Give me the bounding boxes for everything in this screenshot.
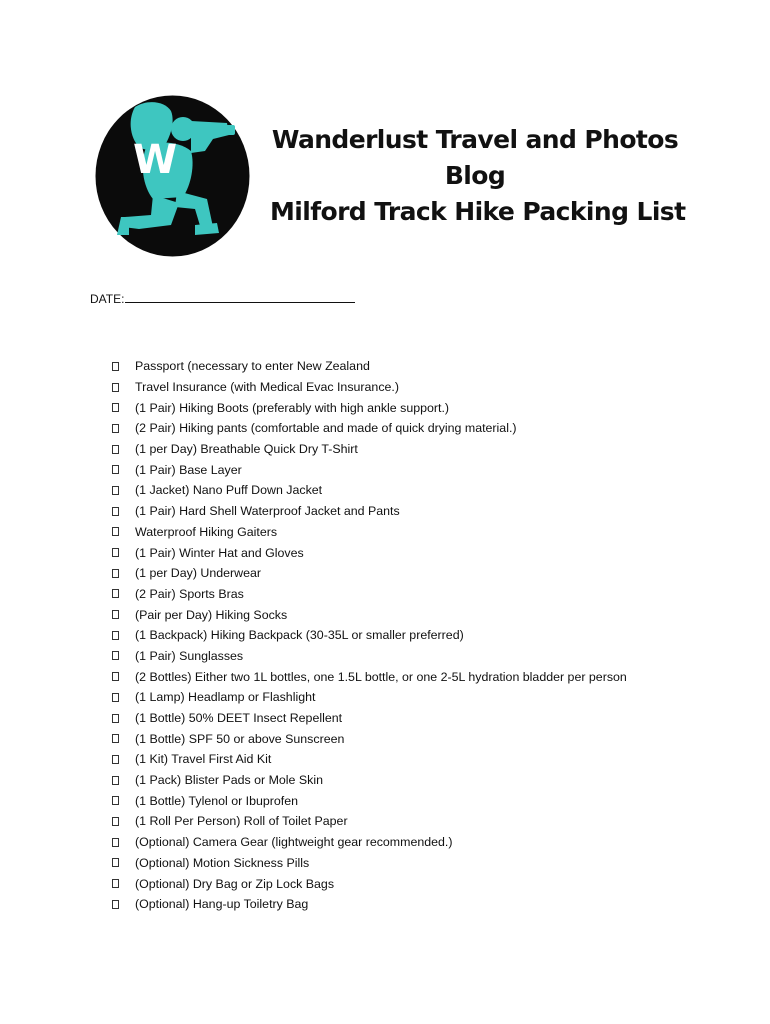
list-item xyxy=(112,646,627,667)
list-item-label: (1 Bottle) Tylenol or Ibuprofen xyxy=(135,793,299,808)
checkbox[interactable] xyxy=(112,465,119,474)
list-item-label: Waterproof Hiking Gaiters xyxy=(135,524,278,539)
date-label: DATE: xyxy=(90,292,125,306)
list-item xyxy=(112,439,627,460)
list-item-label: (1 Pair) Hiking Boots (preferably with high ankle support.) xyxy=(135,400,450,415)
list-item-label: (Optional) Hang-up Toiletry Bag xyxy=(135,897,309,912)
title-line-2: Blog xyxy=(444,161,506,190)
checkbox[interactable] xyxy=(112,424,119,433)
list-item-label: (Pair per Day) Hiking Socks xyxy=(135,607,288,622)
checkbox[interactable] xyxy=(112,362,119,371)
checkbox[interactable] xyxy=(112,486,119,495)
date-field xyxy=(90,292,355,306)
list-item xyxy=(112,542,627,563)
list-item-label: (1 per Day) Breathable Quick Dry T-Shirt xyxy=(135,442,358,457)
checkbox[interactable] xyxy=(112,693,119,702)
logo-letter: W xyxy=(132,137,178,183)
checkbox[interactable] xyxy=(112,838,119,847)
list-item-label: Passport (necessary to enter New Zealand xyxy=(135,359,370,374)
list-item-label: (1 Bottle) 50% DEET Insect Repellent xyxy=(135,711,343,726)
checkbox[interactable] xyxy=(112,714,119,723)
list-item-label: (2 Pair) Sports Bras xyxy=(135,586,244,601)
checkbox[interactable] xyxy=(112,651,119,660)
list-item-label: (1 Pair) Winter Hat and Gloves xyxy=(135,545,304,560)
list-item-label: (1 Pair) Sunglasses xyxy=(135,648,244,663)
list-item xyxy=(112,749,627,770)
list-item xyxy=(112,418,627,439)
checkbox[interactable] xyxy=(112,569,119,578)
list-item-label: Travel Insurance (with Medical Evac Insurance.) xyxy=(135,380,399,395)
checkbox[interactable] xyxy=(112,589,119,598)
checkbox[interactable] xyxy=(112,900,119,909)
list-item-label: (1 Roll Per Person) Roll of Toilet Paper xyxy=(135,814,348,829)
list-item xyxy=(112,356,627,377)
list-item-label: (1 Pair) Hard Shell Waterproof Jacket and Pants xyxy=(135,504,400,519)
page-title xyxy=(270,122,686,230)
checkbox[interactable] xyxy=(112,796,119,805)
list-item-label: (1 Kit) Travel First Aid Kit xyxy=(135,752,272,767)
checkbox[interactable] xyxy=(112,879,119,888)
list-item xyxy=(112,563,627,584)
checkbox[interactable] xyxy=(112,817,119,826)
checkbox[interactable] xyxy=(112,734,119,743)
list-item xyxy=(112,832,627,853)
blog-logo xyxy=(95,95,250,257)
list-item-label: (1 Backpack) Hiking Backpack (30-35L or smaller preferred) xyxy=(135,628,464,643)
list-item xyxy=(112,604,627,625)
list-item-label: (1 Pack) Blister Pads or Mole Skin xyxy=(135,773,323,788)
checkbox[interactable] xyxy=(112,610,119,619)
list-item xyxy=(112,666,627,687)
photographer-silhouette-icon xyxy=(95,95,250,257)
checkbox[interactable] xyxy=(112,631,119,640)
list-item-label: (1 Bottle) SPF 50 or above Sunscreen xyxy=(135,731,345,746)
list-item-label: (1 per Day) Underwear xyxy=(135,566,262,581)
checkbox[interactable] xyxy=(112,776,119,785)
list-item-label: (Optional) Camera Gear (lightweight gear recommended.) xyxy=(135,835,453,850)
list-item-label: (2 Pair) Hiking pants (comfortable and made of quick drying material.) xyxy=(135,421,517,436)
list-item xyxy=(112,873,627,894)
checkbox[interactable] xyxy=(112,403,119,412)
list-item xyxy=(112,584,627,605)
checkbox[interactable] xyxy=(112,527,119,536)
list-item xyxy=(112,894,627,915)
list-item xyxy=(112,397,627,418)
list-item xyxy=(112,501,627,522)
list-item xyxy=(112,853,627,874)
checkbox[interactable] xyxy=(112,672,119,681)
title-line-1: Wanderlust Travel and Photos xyxy=(271,125,679,154)
list-item xyxy=(112,708,627,729)
checkbox[interactable] xyxy=(112,507,119,516)
list-item xyxy=(112,687,627,708)
list-item-label: (2 Bottles) Either two 1L bottles, one 1.5L bottle, or one 2-5L hydration bladder per person xyxy=(135,669,627,684)
list-item xyxy=(112,522,627,543)
list-item xyxy=(112,811,627,832)
list-item xyxy=(112,625,627,646)
list-item-label: (Optional) Motion Sickness Pills xyxy=(135,855,310,870)
checkbox[interactable] xyxy=(112,548,119,557)
checkbox[interactable] xyxy=(112,445,119,454)
list-item xyxy=(112,377,627,398)
checkbox[interactable] xyxy=(112,755,119,764)
checkbox[interactable] xyxy=(112,858,119,867)
checkbox[interactable] xyxy=(112,383,119,392)
list-item xyxy=(112,770,627,791)
list-item xyxy=(112,459,627,480)
list-item-label: (1 Jacket) Nano Puff Down Jacket xyxy=(135,483,323,498)
packing-checklist xyxy=(112,356,627,915)
list-item xyxy=(112,728,627,749)
list-item xyxy=(112,790,627,811)
list-item-label: (1 Lamp) Headlamp or Flashlight xyxy=(135,690,316,705)
date-blank-line[interactable] xyxy=(125,293,355,303)
list-item-label: (1 Pair) Base Layer xyxy=(135,462,242,477)
list-item xyxy=(112,480,627,501)
list-item-label: (Optional) Dry Bag or Zip Lock Bags xyxy=(135,876,335,891)
title-line-3: Milford Track Hike Packing List xyxy=(270,197,686,226)
